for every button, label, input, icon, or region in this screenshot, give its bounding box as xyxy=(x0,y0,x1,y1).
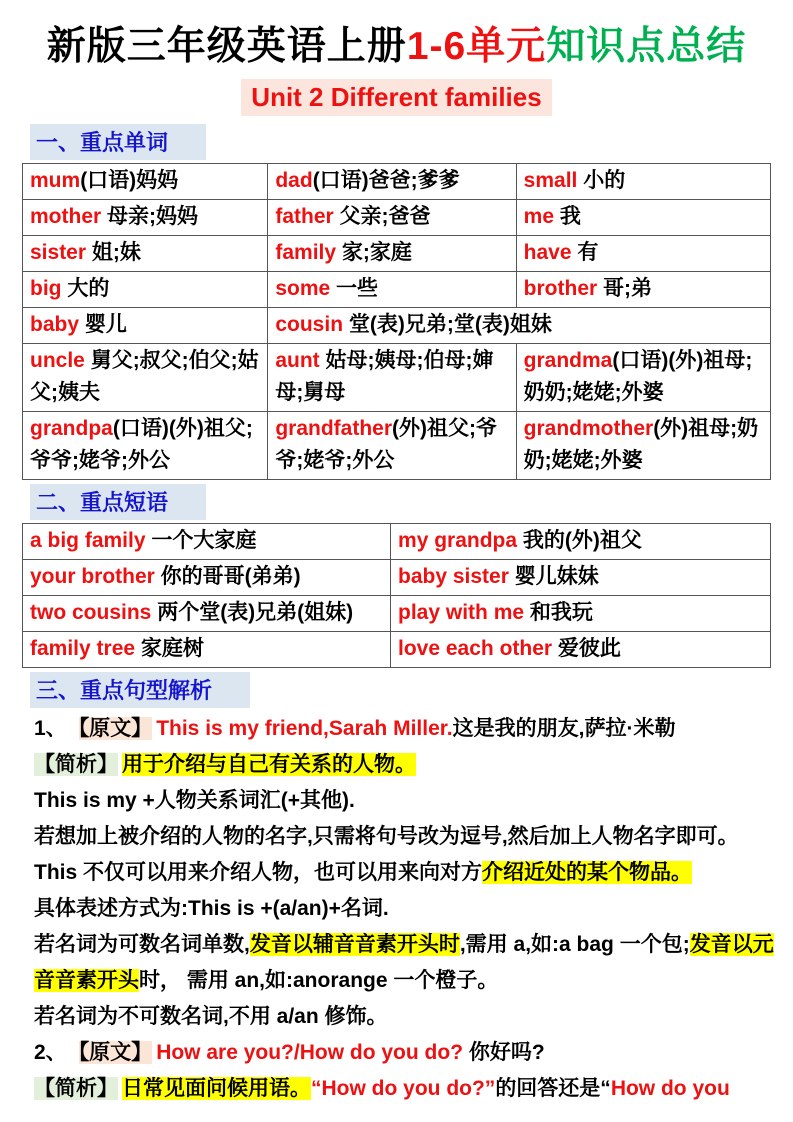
chinese-meaning: 婴儿 xyxy=(79,312,127,336)
vocab-cell xyxy=(23,163,268,199)
english-term: sister xyxy=(30,240,87,264)
english-term: grandfather xyxy=(275,416,393,440)
vocab-cell xyxy=(516,411,770,479)
chinese-meaning: 爱彼此 xyxy=(552,636,621,660)
title-red-part: 1-6单元 xyxy=(406,25,547,68)
subtitle-row xyxy=(22,79,771,116)
english-term: cousin xyxy=(275,312,344,336)
title-black-part: 新版三年级英语上册 xyxy=(46,25,407,68)
chinese-meaning: 哥;弟 xyxy=(597,276,652,300)
phrase-cell xyxy=(23,559,391,595)
english-term: family xyxy=(275,240,337,264)
text-span-red: How are you?/How do you do? xyxy=(156,1040,464,1064)
text-span-plain: 时， 需用 an,如:anorange 一个橙子。 xyxy=(139,968,499,992)
vocab-cell xyxy=(23,271,268,307)
text-span-tag-brief: 【简析】 xyxy=(34,752,118,776)
text-span-red: How do you xyxy=(610,1076,730,1100)
text-span-plain: This 不仅可以用来介绍人物，也可以用来向对方 xyxy=(34,860,483,884)
table-row xyxy=(23,235,771,271)
english-term: big xyxy=(30,276,62,300)
text-span-num: 2、 xyxy=(34,1040,67,1064)
analysis-paragraph xyxy=(34,999,776,1035)
chinese-meaning: 一个大家庭 xyxy=(145,528,257,552)
chinese-meaning: 母亲;妈妈 xyxy=(101,204,199,228)
chinese-meaning: 姑母;姨母;伯母;婶母;舅母 xyxy=(275,348,494,404)
phrase-cell xyxy=(391,631,771,667)
vocab-cell xyxy=(516,199,770,235)
english-term: uncle xyxy=(30,348,85,372)
chinese-meaning: 小的 xyxy=(577,168,626,192)
vocab-cell xyxy=(268,307,771,343)
chinese-meaning: (口语)(外)祖父;爷爷;姥爷;外公 xyxy=(30,416,253,472)
section-header-words xyxy=(30,124,771,160)
table-row xyxy=(23,411,771,479)
text-span-hl: 日常见面问候用语。 xyxy=(122,1076,311,1100)
text-span-red: “How do you do?” xyxy=(311,1076,496,1100)
vocab-cell xyxy=(516,235,770,271)
chinese-meaning: 舅父;叔父;伯父;姑父;姨夫 xyxy=(30,348,259,404)
text-span-tag-orig: 【原文】 xyxy=(78,1040,153,1064)
english-term: baby sister xyxy=(398,564,509,588)
vocab-cell xyxy=(23,343,268,411)
english-term: baby xyxy=(30,312,80,336)
text-span-hl: 用于介绍与自己有关系的人物。 xyxy=(122,752,416,776)
text-span-hl: 介绍近处的某个物品。 xyxy=(482,860,693,884)
section-words-label: 一、重点单词 xyxy=(30,124,206,160)
chinese-meaning: 姐;妹 xyxy=(86,240,141,264)
english-term: dad xyxy=(275,168,313,192)
english-term: small xyxy=(523,168,578,192)
vocab-cell xyxy=(516,343,770,411)
vocab-cell xyxy=(23,307,268,343)
chinese-meaning: (外)祖父;爷爷;姥爷;外公 xyxy=(275,416,498,472)
text-span-plain: ,需用 a,如:a bag 一个包; xyxy=(459,932,690,956)
phrase-cell xyxy=(23,595,391,631)
table-row xyxy=(23,559,771,595)
analysis-paragraph xyxy=(34,1035,776,1071)
analysis-paragraph xyxy=(34,855,776,891)
analysis-paragraph xyxy=(34,819,776,855)
vocab-cell xyxy=(23,235,268,271)
english-term: family tree xyxy=(30,636,136,660)
chinese-meaning: 和我玩 xyxy=(524,600,593,624)
vocab-cell xyxy=(516,271,770,307)
table-row xyxy=(23,271,771,307)
table-row xyxy=(23,307,771,343)
vocab-cell xyxy=(268,163,516,199)
english-term: play with me xyxy=(398,600,525,624)
english-term: brother xyxy=(523,276,598,300)
text-span-red: This is my friend,Sarah Miller. xyxy=(156,716,453,740)
text-span-hl: 发音以辅音音素开头时 xyxy=(249,932,460,956)
phrase-cell xyxy=(391,523,771,559)
table-row xyxy=(23,163,771,199)
chinese-meaning: (口语)爸爸;爹爹 xyxy=(312,168,460,192)
english-term: mother xyxy=(30,204,102,228)
chinese-meaning: 家庭树 xyxy=(135,636,204,660)
chinese-meaning: 你的哥哥(弟弟) xyxy=(154,564,301,588)
text-span-plain: 你好吗? xyxy=(463,1040,545,1064)
analysis-paragraph xyxy=(34,891,776,927)
vocab-cell xyxy=(268,411,516,479)
english-term: love each other xyxy=(398,636,553,660)
english-term: aunt xyxy=(275,348,320,372)
text-span-hl: 发音以元音音素开头 xyxy=(34,932,774,992)
text-span-plain: 若名词为不可数名词,不用 a/an 修饰。 xyxy=(34,1004,388,1028)
table-row xyxy=(23,595,771,631)
analysis-paragraph xyxy=(34,711,776,747)
text-span-num: 1、 xyxy=(34,716,67,740)
english-term: grandmother xyxy=(523,416,654,440)
section-analysis-label: 三、重点句型解析 xyxy=(30,672,250,708)
english-term: grandma xyxy=(523,348,613,372)
vocab-cell xyxy=(268,343,516,411)
vocab-cell xyxy=(268,235,516,271)
chinese-meaning: 有 xyxy=(571,240,599,264)
phrase-cell xyxy=(23,631,391,667)
vocab-cell xyxy=(23,199,268,235)
chinese-meaning: 家;家庭 xyxy=(336,240,412,264)
english-term: grandpa xyxy=(30,416,113,440)
chinese-meaning: 两个堂(表)兄弟(姐妹) xyxy=(151,600,354,624)
chinese-meaning: 一些 xyxy=(330,276,379,300)
table-row xyxy=(23,631,771,667)
english-term: my grandpa xyxy=(398,528,518,552)
english-term: me xyxy=(523,204,555,228)
text-span-plain: 具体表述方式为:This is +(a/an)+名词. xyxy=(34,896,389,920)
english-term: mum xyxy=(30,168,81,192)
vocab-cell xyxy=(516,163,770,199)
vocab-cell xyxy=(268,271,516,307)
text-span-plain: This is my +人物关系词汇(+其他). xyxy=(34,788,355,812)
text-span-tag-brief: 【简析】 xyxy=(34,1076,118,1100)
table-row xyxy=(23,199,771,235)
text-span-plain: 这是我的朋友,萨拉·米勒 xyxy=(452,716,676,740)
chinese-meaning: (口语)(外)祖母;奶奶;姥姥;外婆 xyxy=(523,348,753,404)
analysis-paragraph xyxy=(34,747,776,783)
chinese-meaning: 大的 xyxy=(61,276,110,300)
phrase-cell xyxy=(23,523,391,559)
chinese-meaning: (口语)妈妈 xyxy=(80,168,179,192)
english-term: your brother xyxy=(30,564,155,588)
chinese-meaning: (外)祖母;奶奶;姥姥;外婆 xyxy=(523,416,759,472)
page-title xyxy=(22,24,771,71)
phrases-table xyxy=(22,523,771,668)
section-header-analysis xyxy=(30,672,771,708)
analysis-paragraph xyxy=(34,783,776,819)
text-span-plain: 若名词为可数名词单数, xyxy=(34,932,250,956)
english-term: a big family xyxy=(30,528,146,552)
section-phrases-label: 二、重点短语 xyxy=(30,484,206,520)
chinese-meaning: 我的(外)祖父 xyxy=(517,528,642,552)
vocab-cell xyxy=(23,411,268,479)
chinese-meaning: 堂(表)兄弟;堂(表)姐妹 xyxy=(343,312,552,336)
vocab-table xyxy=(22,163,771,480)
section-header-phrases xyxy=(30,484,771,520)
english-term: father xyxy=(275,204,334,228)
title-green-part: 知识点总结 xyxy=(546,25,747,68)
analysis-paragraph xyxy=(34,1071,776,1107)
english-term: two cousins xyxy=(30,600,152,624)
english-term: some xyxy=(275,276,331,300)
sentence-analysis xyxy=(34,711,776,1107)
chinese-meaning: 父亲;爸爸 xyxy=(333,204,431,228)
unit-subtitle: Unit 2 Different families xyxy=(241,79,551,116)
vocab-cell xyxy=(268,199,516,235)
table-row xyxy=(23,343,771,411)
phrase-cell xyxy=(391,559,771,595)
english-term: have xyxy=(523,240,572,264)
chinese-meaning: 我 xyxy=(554,204,581,228)
analysis-paragraph xyxy=(34,927,776,999)
text-span-plain: 的回答还是“ xyxy=(495,1076,611,1100)
text-span-plain: 若想加上被介绍的人物的名字,只需将句号改为逗号,然后加上人物名字即可。 xyxy=(34,824,739,848)
text-span-tag-orig: 【原文】 xyxy=(78,716,153,740)
phrase-cell xyxy=(391,595,771,631)
chinese-meaning: 婴儿妹妹 xyxy=(508,564,599,588)
table-row xyxy=(23,523,771,559)
